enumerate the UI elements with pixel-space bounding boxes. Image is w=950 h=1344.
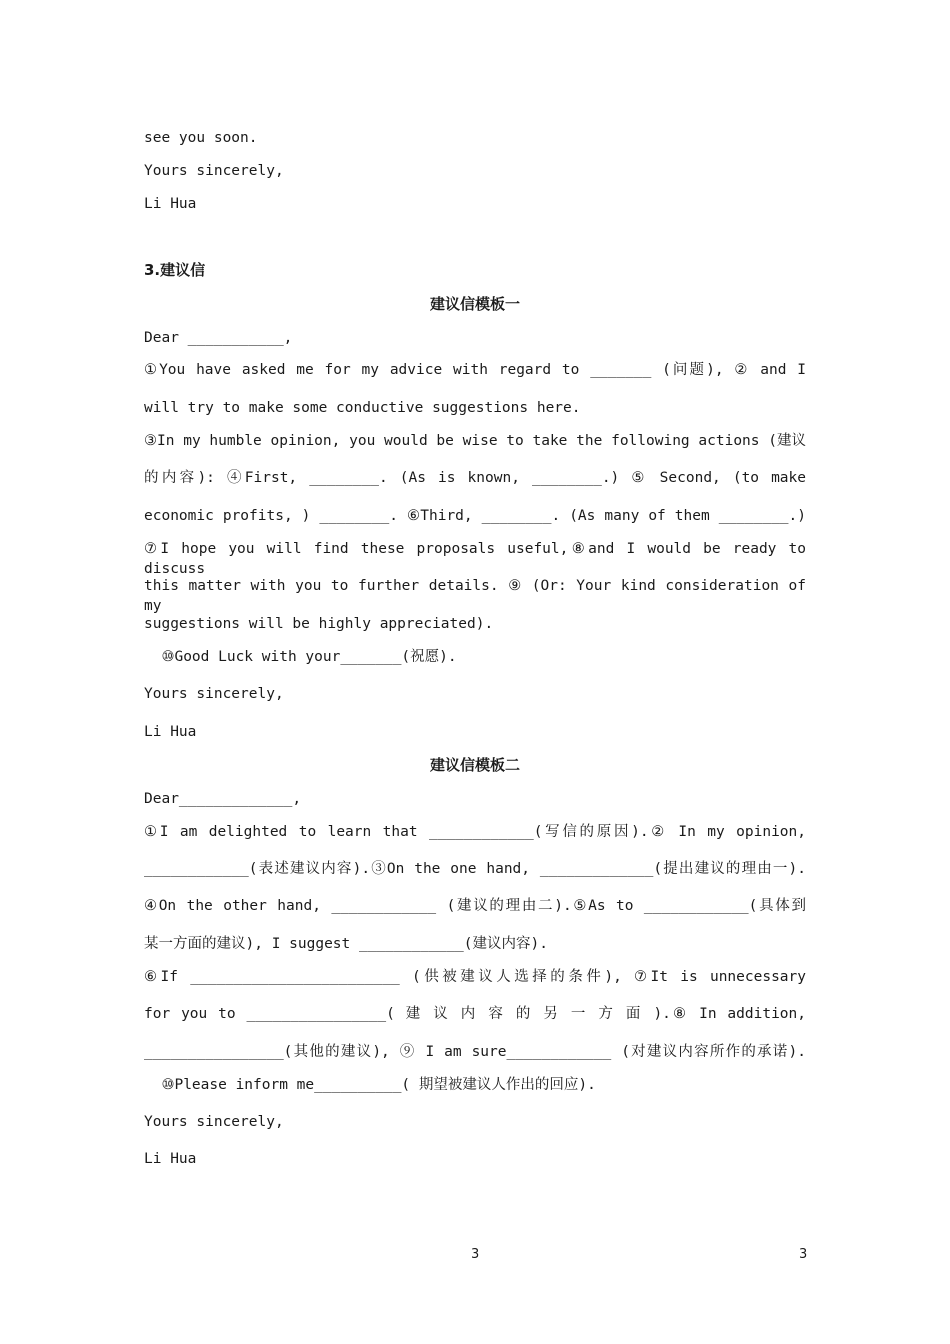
t1-line: ①You have asked me for my advice with regard to _______ (问题), ② and I [144,362,806,378]
t1-line: ⑦I hope you will find these proposals useful,⑧and I would be ready to discuss [144,541,806,577]
t1-line: 的内容): ④First, ________. (As is known, ________.) ⑤ Second, (to make [144,470,806,486]
t1-line: suggestions will be highly appreciated). [144,616,494,632]
t2-signoff: Yours sincerely, [144,1114,284,1130]
closing-signature: Li Hua [144,196,197,212]
t1-line: economic profits, ) ________. ⑥Third, ________. (As many of them ________.) [144,508,806,524]
t1-line: Dear ___________, [144,330,293,346]
t1-line: this matter with you to further details. ⑨ (Or: Your kind consideration of my [144,578,806,614]
t2-line: ________________(其他的建议), ⑨ I am sure____________ (对建议内容所作的承诺). [144,1044,806,1060]
t2-line: ⑥If ________________________ (供被建议人选择的条件), ⑦It is unnecessary [144,969,806,985]
closing-signoff: Yours sincerely, [144,163,284,179]
closing-line: see you soon. [144,130,258,146]
t1-line: ③In my humble opinion, you would be wise to take the following actions (建议 [144,433,806,449]
t2-line: ⑩Please inform me__________( 期望被建议人作出的回应). [144,1077,596,1093]
template-1-title: 建议信模板一 [429,295,520,313]
t2-line: ④On the other hand, ____________ (建议的理由二).⑤As to ____________(具体到 [144,898,806,914]
t2-line: 某一方面的建议), I suggest ____________(建议内容). [144,936,548,952]
page-number-center: 3 [471,1247,480,1262]
page-number-right: 3 [799,1247,808,1262]
section-heading: 3.建议信 [144,261,206,279]
t2-line: for you to ________________( 建 议 内 容 的 另 一 方 面 ).⑧ In addition, [144,1006,806,1022]
t1-signoff: Yours sincerely, [144,686,284,702]
t1-signature: Li Hua [144,724,197,740]
t1-line: will try to make some conductive suggestions here. [144,400,581,416]
t2-signature: Li Hua [144,1151,197,1167]
t2-line: Dear_____________, [144,791,302,807]
t2-line: ____________(表述建议内容).③On the one hand, _____________(提出建议的理由一). [144,861,806,877]
template-2-title: 建议信模板二 [429,756,520,774]
t1-line: ⑩Good Luck with your_______(祝愿). [144,649,457,665]
t2-line: ①I am delighted to learn that ____________(写信的原因).② In my opinion, [144,824,806,840]
